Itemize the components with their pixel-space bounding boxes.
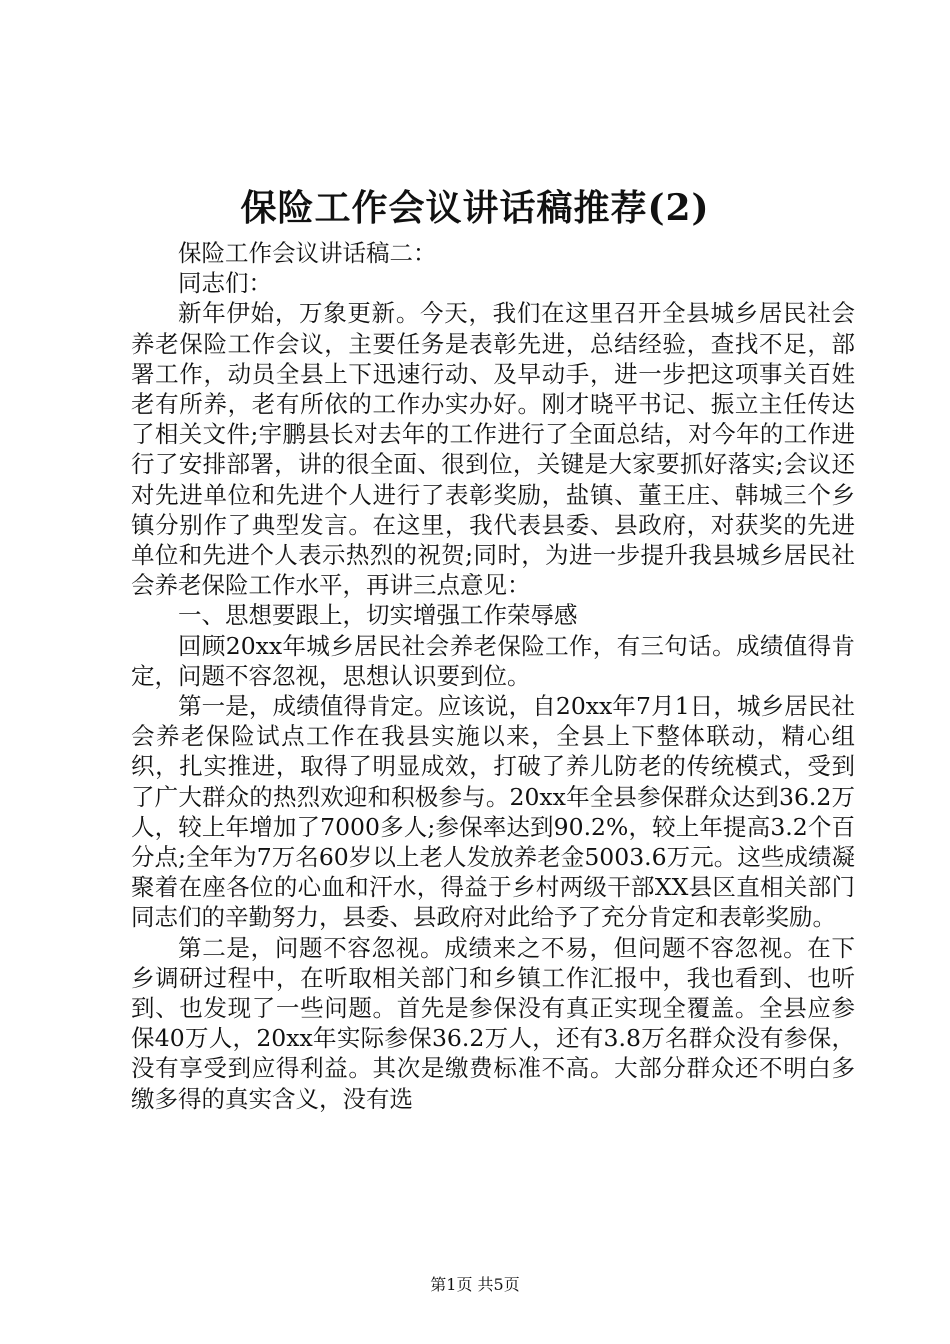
section-heading-1: 一、思想要跟上，切实增强工作荣辱感 [178,601,578,630]
paragraph-salutation: 同志们： [178,269,272,298]
page-footer: 第1页 共5页 [430,1275,520,1294]
paragraph-problems: 第二是，问题不容忽视。成绩来之不易，但问题不容忽视。在下乡调研过程中，在听取相关部门和乡镇工作汇报中，我也看到、也听到、也发现了一些问题。首先是参保没有真正实现全覆盖。全县应参保40万人，20xx年实际参保36.2万人，还有3.8万名群众没有参保，没有享受到应得利益。其次是缴费标准不高。大部分群众还不明白多缴多得的真实含义，没有选 [131,933,855,1113]
paragraph-review: 回顾20xx年城乡居民社会养老保险工作，有三句话。成绩值得肯定，问题不容忽视，思想认识要到位。 [131,631,855,690]
paragraph-achievements: 第一是，成绩值得肯定。应该说，自20xx年7月1日，城乡居民社会养老保险试点工作在我县实施以来，全县上下整体联动，精心组织，扎实推进，取得了明显成效，打破了养儿防老的传统模式，受到了广大群众的热烈欢迎和积极参与。20xx年全县参保群众达到36.2万人，较上年增加了7000多人;参保率达到90.2%，较上年提高3.2个百分点;全年为7万名60岁以上老人发放养老金5003.6万元。这些成绩凝聚着在座各位的心血和汗水，得益于乡村两级干部XX县区直相关部门同志们的辛勤努力，县委、县政府对此给予了充分肯定和表彰奖励。 [131,692,855,932]
paragraph-opening: 新年伊始，万象更新。今天，我们在这里召开全县城乡居民社会养老保险工作会议，主要任务是表彰先进，总结经验，查找不足，部署工作，动员全县上下迅速行动、及早动手，进一步把这项事关百姓老有所养，老有所依的工作办实办好。刚才晓平书记、振立主任传达了相关文件;宇鹏县长对去年的工作进行了全面总结，对今年的工作进行了安排部署，讲的很全面、很到位，关键是大家要抓好落实;会议还对先进单位和先进个人进行了表彰奖励，盐镇、董王庄、韩城三个乡镇分别作了典型发言。在这里，我代表县委、县政府，对获奖的先进单位和先进个人表示热烈的祝贺;同时，为进一步提升我县城乡居民社会养老保险工作水平，再讲三点意见： [131,299,855,600]
document-title: 保险工作会议讲话稿推荐(2) [240,187,710,229]
document-body [131,238,855,1114]
paragraph-greeting-heading: 保险工作会议讲话稿二： [178,239,437,267]
